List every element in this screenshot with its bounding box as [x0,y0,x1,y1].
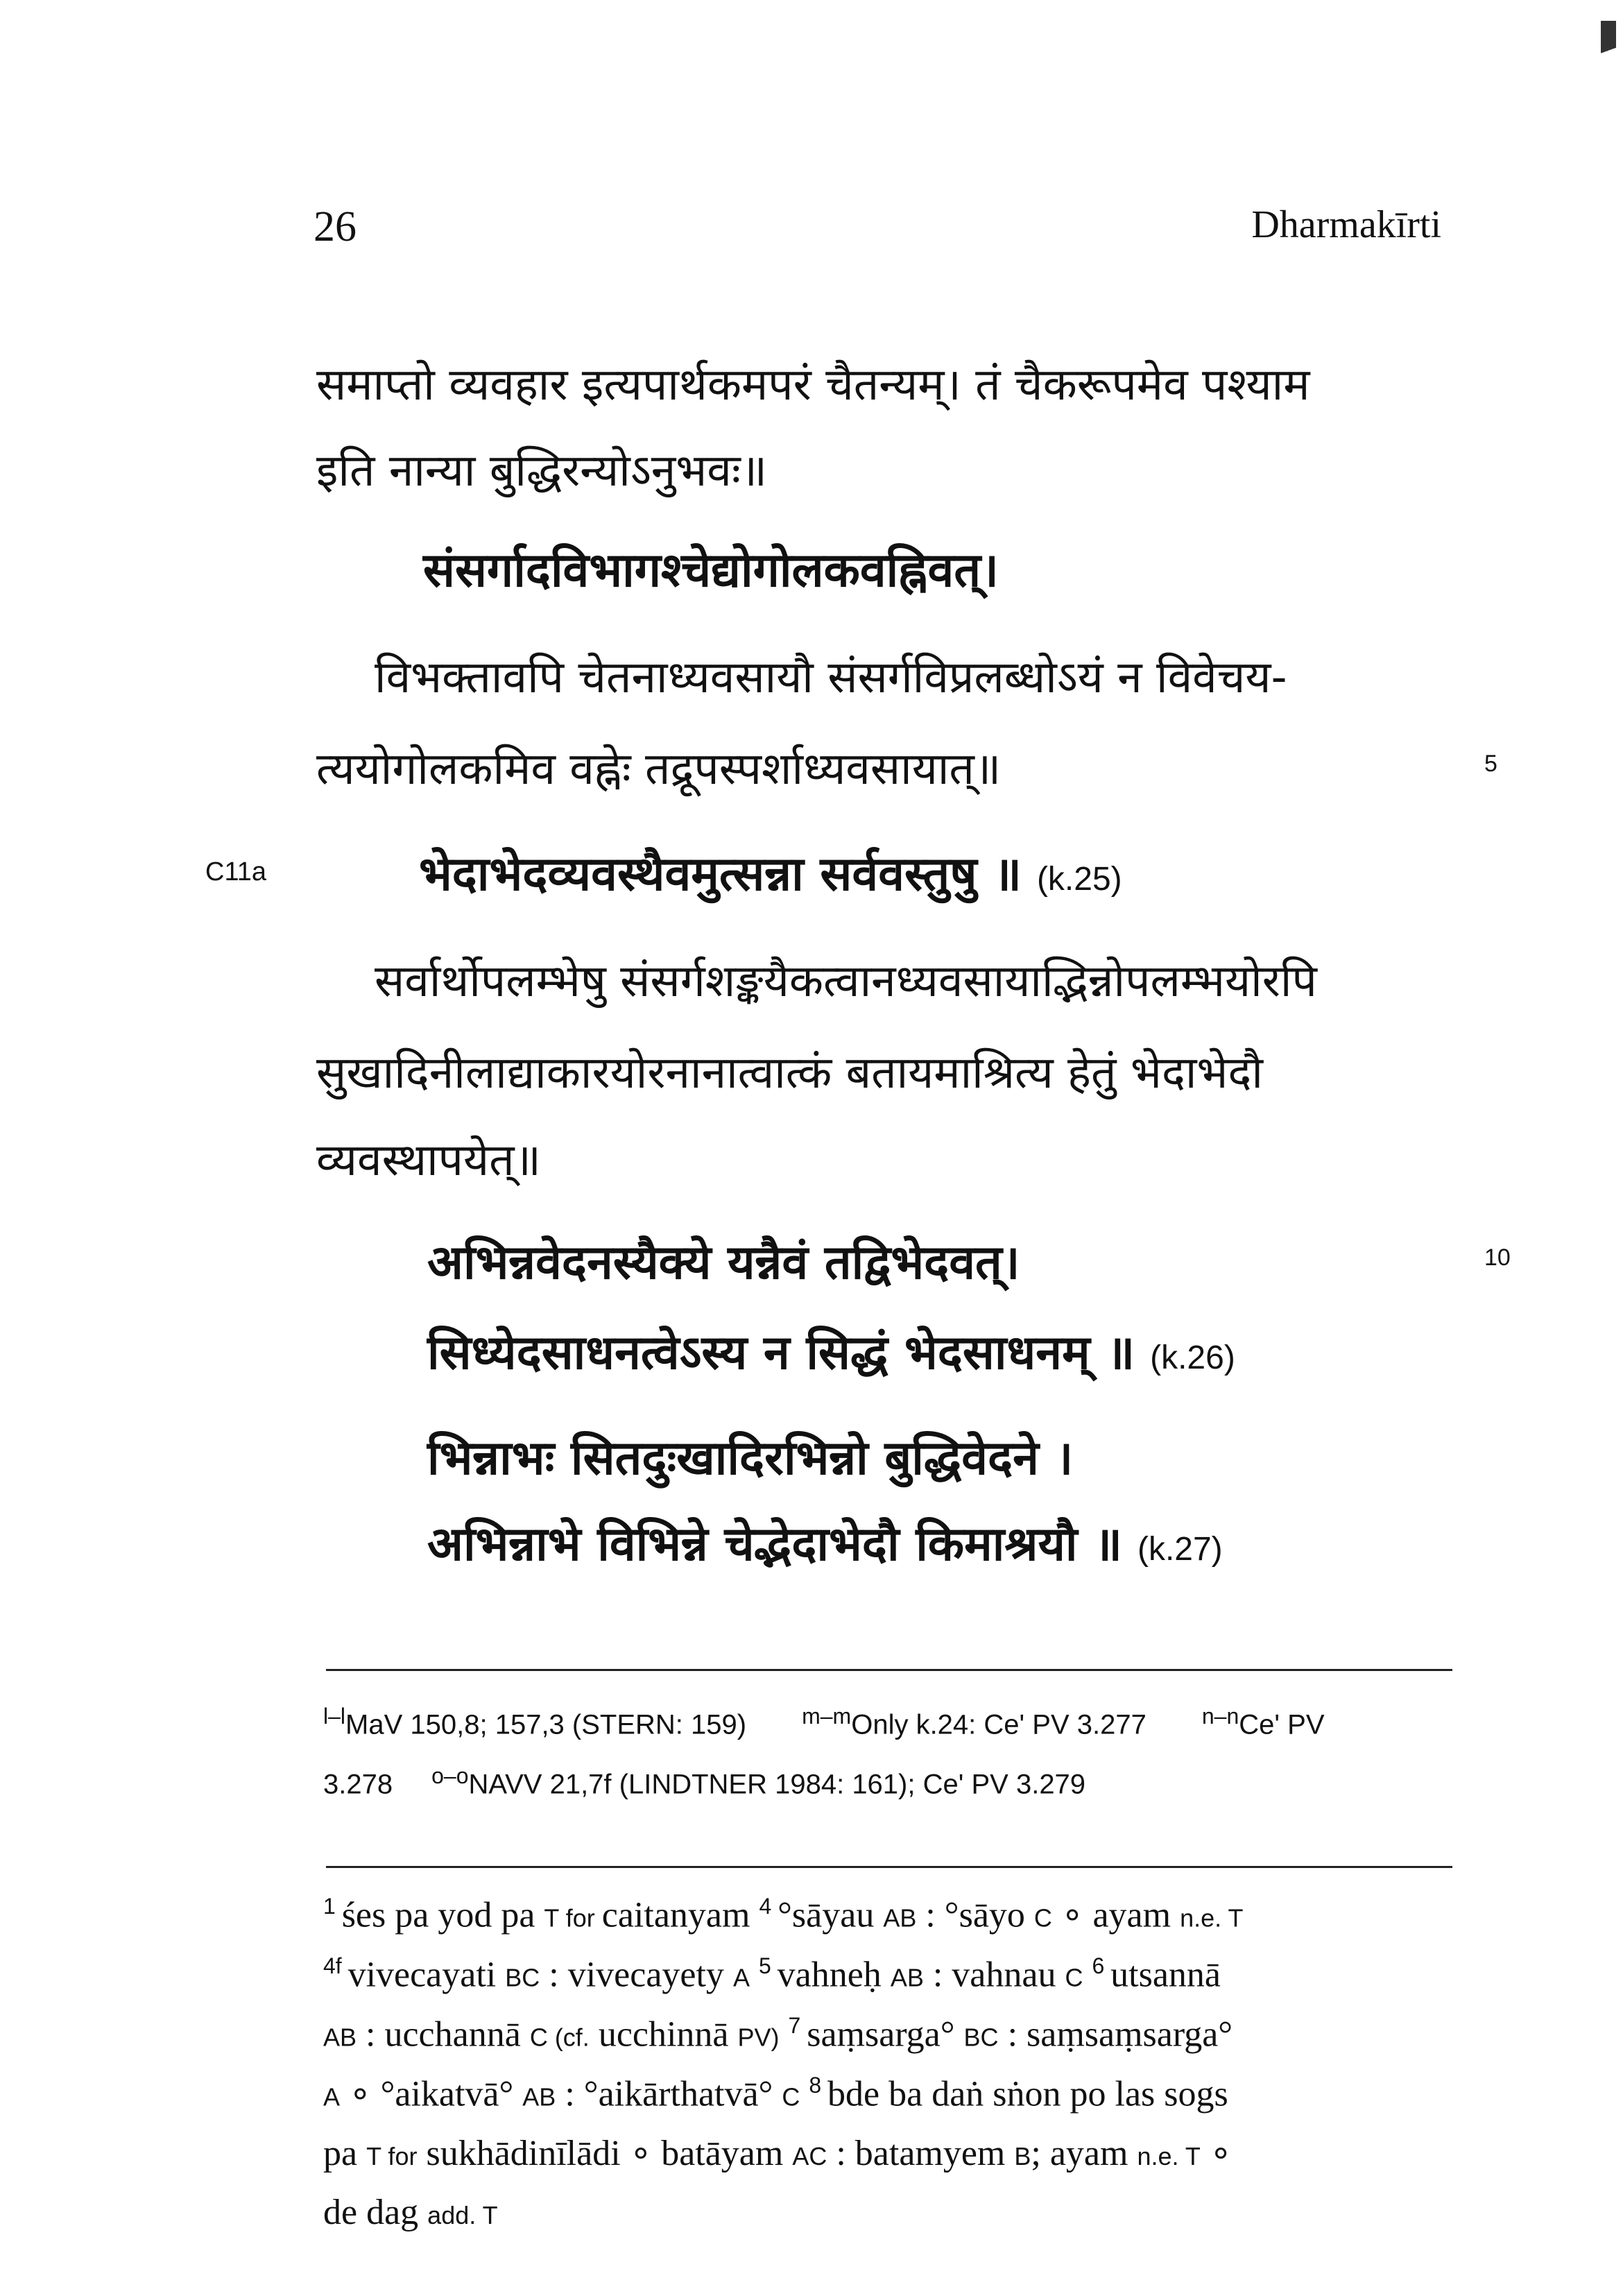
running-title: Dharmakīrti [1251,203,1441,246]
scan-corner-mark [1601,21,1616,69]
verse-25-text: भेदाभेदव्यवस्थैवमुत्सन्ना सर्ववस्तुषु ॥ [419,847,1022,902]
footnote-text: : °aikārthatvā° [556,2074,782,2114]
footnote-siglum: C (cf. [529,2023,590,2052]
footnote-siglum: AB [323,2023,357,2052]
footnote-number: 4 [759,1894,778,1919]
footnote-line [323,2192,498,2233]
footnote-text: caitanyam [601,1895,759,1935]
footnote-line [323,2132,1232,2174]
footnote-text: ucchinnā [589,2014,738,2055]
footnote-number: 4f [323,1953,348,1978]
para1-line1: समाप्तो व्यवहार इत्यपार्थकमपरं चैतन्यम्। तं चैकरूपमेव पश्याम [316,359,1310,411]
footnote-siglum: AC [792,2142,827,2170]
footnote-rule [326,1866,1452,1868]
para3-line1: सर्वार्थोपलम्भेषु संसर्गशङ्कयैकत्वानध्यवसायाद्भिन्नोपलम्भयोरपि [375,956,1317,1007]
testimonia-line1 [323,1704,1325,1740]
verse-27-line2-text: अभिन्नाभे विभिन्ने चेद्भेदाभेदौ किमाश्रयौ ॥ [427,1517,1122,1572]
margin-line-10: 10 [1484,1244,1511,1271]
footnote-line [323,1953,1221,1995]
footnote-line [323,2013,1233,2055]
footnote-text [780,2014,789,2054]
testimonia-mark-o: o–o [431,1763,469,1788]
verse-25-ref: (k.25) [1036,861,1122,898]
footnote-text: ∘ [1200,2134,1233,2173]
footnote-line [323,2073,1228,2114]
footnote-text: sukhādinīlādi ∘ batāyam [417,2134,793,2173]
page-number: 26 [314,203,357,250]
verse-27-line2 [427,1509,1223,1574]
footnote-siglum: T for [544,1903,602,1933]
footnote-siglum: AB [522,2082,556,2111]
footnote-text: : vivecayety [540,1955,733,1995]
testimonia-mark-l: l–l [323,1704,346,1729]
footnote-number: 1 [323,1894,342,1919]
footnote-siglum: add. T [427,2201,498,2229]
testimonia-m: Only k.24: Ce' PV 3.277 [851,1709,1147,1740]
footnote-siglum: B [1014,2142,1031,2170]
para2-line2: त्ययोगोलकमिव वह्नेः तद्रूपस्पर्शाध्यवसायात्॥ [316,744,1002,795]
footnote-text: ; ayam [1031,2134,1137,2173]
testimonia-rule [326,1669,1452,1671]
verse-27-line1: भिन्नाभः सितदुःखादिरभिन्नो बुद्धिवेदने । [427,1431,1074,1486]
para1-line2: इति नान्या बुद्धिरन्योऽनुभवः॥ [316,445,768,497]
footnote-text: vahneḥ [777,1955,891,1995]
para3-line3: व्यवस्थापयेत्॥ [316,1135,541,1186]
footnote-siglum: AB [890,1963,924,1992]
footnote-text: ∘ ayam [1051,1895,1180,1935]
folio-marker: C11a [205,857,267,886]
testimonia-mark-m: m–m [802,1704,852,1729]
verse-25 [419,839,1122,904]
footnote-number: 6 [1092,1953,1111,1978]
testimonia-o: NAVV 21,7f (LINDTNER 1984: 161); Ce' PV 3.279 [468,1769,1086,1800]
verse-24: संसर्गादविभागश्चेद्योगोलकवह्निवत्। [423,543,999,598]
testimonia-n-cont: 3.278 [323,1769,393,1800]
footnote-text: : batamyem [827,2134,1015,2173]
footnote-text [1083,1955,1092,1994]
footnote-siglum: C [1033,1903,1052,1933]
verse-26-ref: (k.26) [1150,1339,1235,1376]
footnote-siglum: PV) [737,2023,780,2052]
footnote-text: śes pa yod pa [341,1895,544,1935]
footnote-text: vivecayati [347,1955,506,1995]
footnote-text: utsannā [1110,1955,1221,1995]
footnote-siglum: BC [505,1963,540,1992]
footnote-text: pa [323,2134,367,2173]
footnote-number: 8 [809,2073,828,2098]
verse-26-line2 [427,1318,1235,1382]
footnote-text: ∘ °aikatvā° [340,2074,523,2114]
verse-27-ref: (k.27) [1137,1531,1223,1568]
footnote-siglum: n.e. T [1137,2142,1201,2170]
footnote-siglum: C [782,2082,800,2111]
para3-line2: सुखादिनीलाद्याकारयोरनानात्वात्कं बतायमाश्रित्य हेतुं भेदाभेदौ [316,1047,1263,1099]
footnote-text: : °sāyo [916,1895,1034,1935]
footnote-text [750,1955,759,1994]
footnote-siglum: AB [883,1903,917,1933]
footnote-number: 7 [788,2013,807,2038]
footnote-text: : ucchannā [357,2014,530,2055]
footnote-siglum: C [1065,1963,1083,1992]
testimonia-l: MaV 150,8; 157,3 (STERN: 159) [345,1709,747,1740]
para2-line1: विभक्तावपि चेतनाध्यवसायौ संसर्गविप्रलब्धोऽयं न विवेचय- [375,652,1287,703]
footnote-siglum: BC [963,2023,999,2052]
verse-26-line1: अभिन्नवेदनस्यैक्ये यन्नैवं तद्विभेदवत्। [427,1235,1020,1290]
footnote-text: : saṃsaṃsarga° [998,2014,1233,2055]
footnote-line [323,1894,1243,1935]
footnote-siglum: T for [366,2142,418,2170]
footnote-siglum: n.e. T [1180,1903,1244,1933]
testimonia-line2 [323,1763,1085,1800]
footnote-text [800,2074,809,2114]
margin-line-5: 5 [1484,751,1497,777]
footnote-siglum: A [732,1963,750,1992]
footnote-text: bde ba daṅ sṅon po las sogs [827,2074,1228,2114]
testimonia-n: Ce' PV [1239,1709,1325,1740]
testimonia-mark-n: n–n [1201,1704,1239,1729]
footnote-siglum: A [323,2082,341,2111]
footnote-text: de dag [323,2193,428,2232]
footnote-number: 5 [758,1953,778,1978]
footnote-text: : vahnau [923,1955,1065,1995]
footnote-text: saṃsarga° [807,2014,964,2055]
footnote-text: °sāyau [778,1895,884,1935]
verse-26-line2-text: सिध्येदसाधनत्वेऽस्य न सिद्धं भेदसाधनम् ॥ [427,1326,1135,1380]
